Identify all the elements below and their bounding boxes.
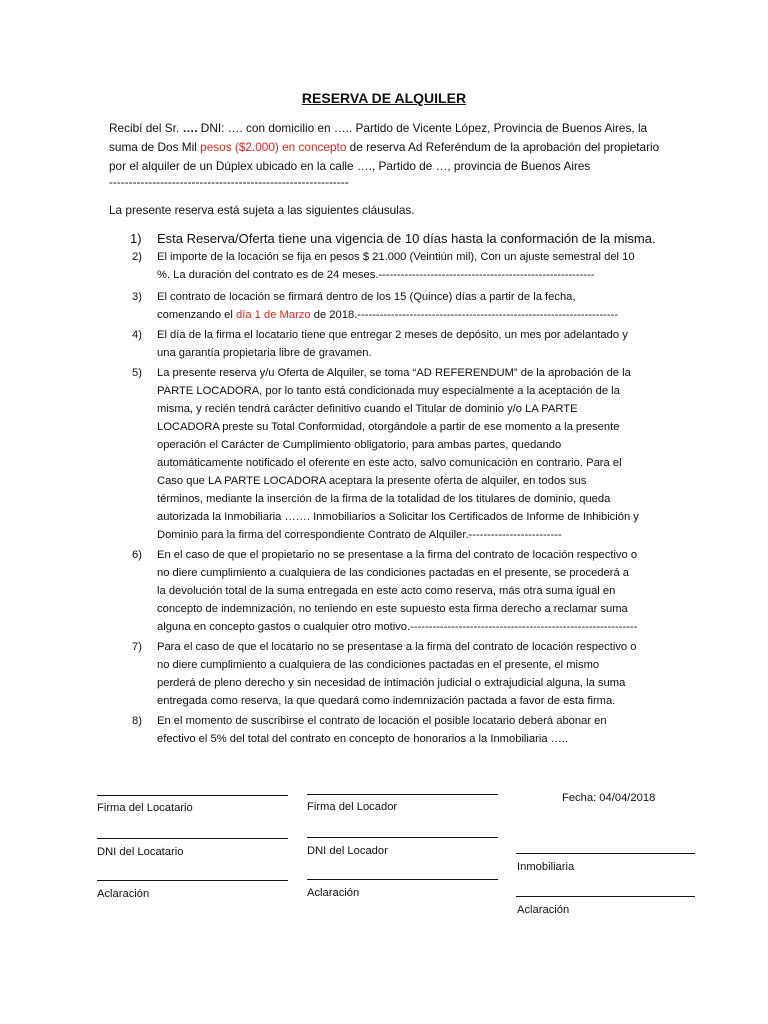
- clause-line: PARTE LOCADORA, por lo tanto está condicionada muy especialmente a la aceptación de la: [157, 385, 620, 397]
- aclaracion-line-locador: [307, 879, 498, 880]
- clause-text: de 2018.----------------------------------------------------------------------: [310, 309, 619, 321]
- dni-line-locatario: [97, 838, 288, 839]
- intro-separator: -------------------------------------------------------------: [109, 175, 349, 189]
- intro-line-1: [109, 119, 669, 138]
- clause-line: efectivo el 5% del total del contrato en concepto de honorarios a la Inmobiliaria …..: [157, 733, 569, 745]
- clause-line: automáticamente notificado el oferente en este acto, salvo comunicación en contrario. Para el: [157, 457, 622, 469]
- intro-bold-placeholder: ….: [182, 121, 198, 135]
- clause-number: 8): [132, 715, 142, 727]
- inmobiliaria-label: Inmobiliaria: [517, 861, 575, 873]
- intro-text: Recibí del Sr.: [109, 121, 183, 135]
- clause-line: El día de la firma el locatario tiene que entregar 2 meses de depósito, un mes por adelantado y: [157, 329, 628, 341]
- clause-line: perderá de pleno derecho y sin necesidad de intimación judicial o extrajudicial alguna, la suma: [157, 677, 626, 689]
- intro-paragraph: [109, 119, 669, 176]
- clause-3: [130, 288, 670, 324]
- clause-line: En el momento de suscribirse el contrato de locación el posible locatario deberá abonar en: [157, 715, 607, 727]
- intro-highlight: pesos ($2.000) en concepto: [200, 140, 347, 154]
- aclaracion-line-locatario: [97, 880, 288, 881]
- clause-line: operación el Carácter de Cumplimiento obligatorio, para ambas partes, quedando: [157, 439, 562, 451]
- aclaracion-locador-label: Aclaración: [307, 887, 360, 899]
- clause-5: [130, 364, 670, 544]
- clause-line: El importe de la locación se fija en pesos $ 21.000 (Veintiún mil), Con un ajuste semestral del 10: [157, 251, 635, 263]
- document-title: RESERVA DE ALQUILER: [301, 90, 467, 106]
- clause-line: Esta Reserva/Oferta tiene una vigencia de 10 días hasta la conformación de la misma.: [157, 231, 656, 246]
- clause-line: no diere cumplimiento a cualquiera de las condiciones pactadas en el presente, se procederá a: [157, 567, 630, 579]
- signature-line-inmobiliaria: [516, 853, 695, 854]
- clause-line: En el caso de que el propietario no se presentase a la firma del contrato de locación respectivo o: [157, 549, 638, 561]
- signature-line-locador: [307, 794, 498, 795]
- aclaracion-line-inmobiliaria: [516, 896, 695, 897]
- clauses-intro: La presente reserva está sujeta a las siguientes cláusulas.: [109, 203, 415, 217]
- clause-line: [157, 306, 670, 324]
- dni-locatario-label: DNI del Locatario: [97, 846, 184, 858]
- clause-6: [130, 546, 670, 636]
- clause-number: 3): [132, 291, 142, 303]
- clause-number: 5): [132, 367, 142, 379]
- clause-line: concepto de indemnización, no teniendo en este supuesto esta firma derecho a reclamar suma: [157, 603, 628, 615]
- clause-line: Caso que LA PARTE LOCADORA aceptara la presente oferta de alquiler, en todos sus: [157, 475, 587, 487]
- clause-number: 6): [132, 549, 142, 561]
- aclaracion-locatario-label: Aclaración: [97, 888, 150, 900]
- intro-text: de reserva Ad Referéndum de la aprobación del propietario: [346, 140, 660, 154]
- clause-line: entregada como reserva, la que quedará como indemnización pactada a favor de esta firma.: [157, 695, 616, 707]
- clause-number: 2): [132, 251, 142, 263]
- clause-highlight: día 1 de Marzo: [236, 309, 311, 321]
- clause-7: [130, 638, 670, 710]
- clause-1: [130, 229, 670, 248]
- clause-text: comenzando el: [157, 309, 236, 321]
- clause-line: autorizada la Inmobiliaria ……. Inmobiliarios a Solicitar los Certificados de Informe de Inhibición y: [157, 511, 639, 523]
- clause-line: la devolución total de la suma entregada en este acto como reserva, más otra suma igual en: [157, 585, 616, 597]
- intro-text: DNI: …. con domicilio en ….. Partido de Vicente López, Provincia de Buenos Aires, la: [197, 121, 648, 135]
- firma-locador-label: Firma del Locador: [307, 801, 398, 813]
- dni-locador-label: DNI del Locador: [307, 845, 388, 857]
- clause-line: El contrato de locación se firmará dentro de los 15 (Quince) días a partir de la fecha,: [157, 291, 576, 303]
- fecha-label: Fecha: 04/04/2018: [562, 792, 656, 804]
- clause-line: no diere cumplimiento a cualquiera de las condiciones pactadas en el presente, el mismo: [157, 659, 600, 671]
- clause-number: 4): [132, 329, 142, 341]
- intro-text: suma de Dos Mil: [109, 140, 201, 154]
- clause-4: [130, 326, 670, 362]
- clause-number: 7): [132, 641, 142, 653]
- clause-line: alguna en concepto gastos o cualquier otro motivo.-------------------------------------------------------------: [157, 621, 638, 633]
- clause-line: misma, y recién tendrá carácter definitivo cuando el Titular de dominio y/o LA PARTE: [157, 403, 578, 415]
- clause-number: 1): [130, 231, 142, 246]
- clause-line: términos, mediante la inserción de la firma de la totalidad de los titulares de dominio, queda: [157, 493, 611, 505]
- dni-line-locador: [307, 837, 498, 838]
- clauses-list: [130, 229, 670, 748]
- clause-line: Dominio para la firma del correspondiente Contrato de Alquiler.-------------------------: [157, 529, 562, 541]
- intro-line-3: por el alquiler de un Dúplex ubicado en la calle …., Partido de …, provincia de Buenos Aires: [109, 159, 591, 173]
- clause-line: una garantía propietaria libre de gravamen.: [157, 347, 372, 359]
- clause-line: LOCADORA preste su Total Conformidad, otorgándole a partir de ese momento a la presente: [157, 421, 620, 433]
- clause-line: Para el caso de que el locatario no se presentase a la firma del contrato de locación respectivo o: [157, 641, 637, 653]
- clause-8: [130, 712, 670, 748]
- signature-line-locatario: [97, 795, 288, 796]
- aclaracion-inmobiliaria-label: Aclaración: [517, 904, 570, 916]
- clause-line: %. La duración del contrato es de 24 meses.----------------------------------------------------------: [157, 269, 595, 281]
- clause-2: [130, 248, 670, 284]
- intro-line-2: [109, 138, 669, 157]
- clause-line: La presente reserva y/u Oferta de Alquiler, se toma “AD REFERENDUM” de la aprobación de la: [157, 367, 631, 379]
- firma-locatario-label: Firma del Locatario: [97, 802, 193, 814]
